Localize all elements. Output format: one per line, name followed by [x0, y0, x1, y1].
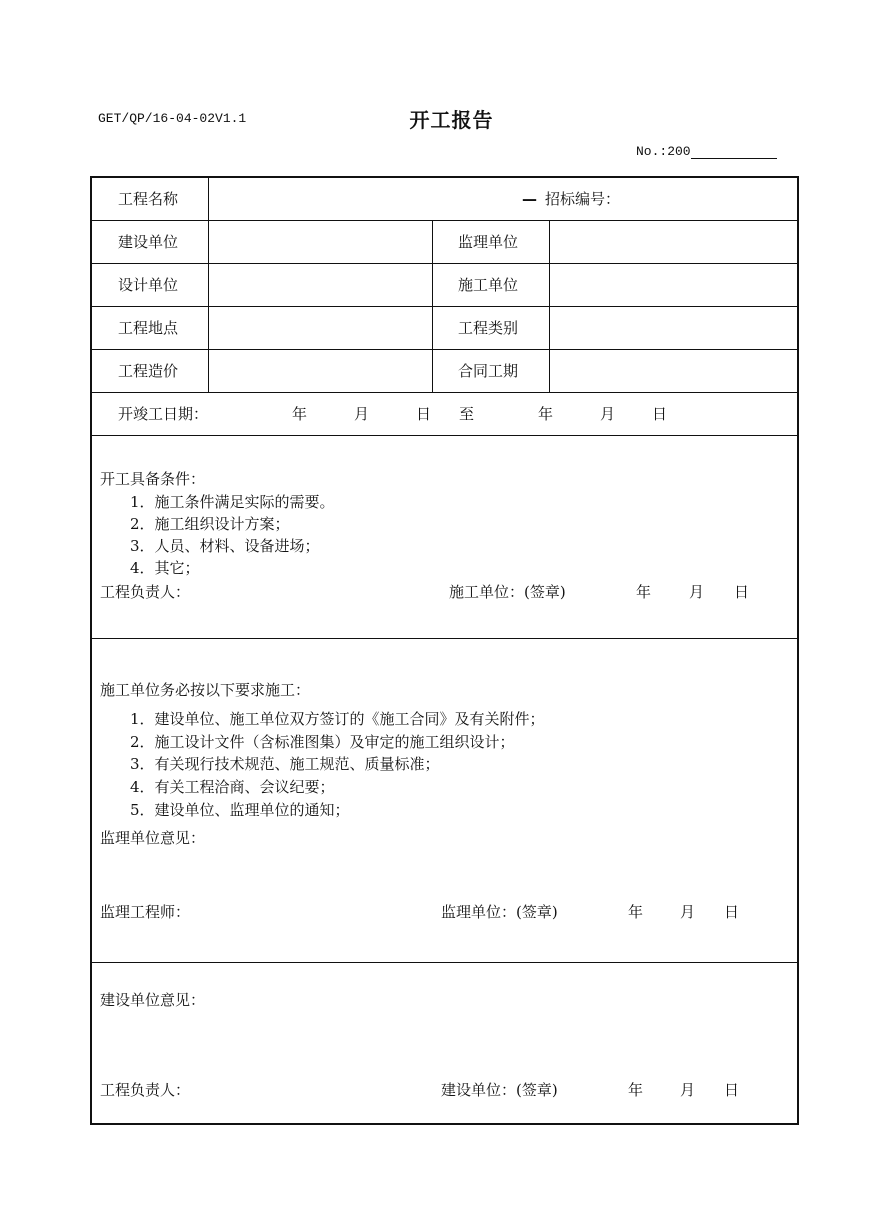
document-number — [636, 144, 777, 159]
document-title: 开工报告 — [409, 108, 494, 132]
conditions-sign-label: 施工单位：(签章) — [449, 583, 566, 601]
requirement-item: 3．有关现行技术规范、施工规范、质量标准； — [130, 755, 440, 773]
row-divider — [92, 263, 797, 264]
row-divider — [92, 306, 797, 307]
supervisor-field[interactable] — [551, 222, 796, 262]
conditions-month-label: 月 — [689, 583, 705, 601]
conditions-year-label: 年 — [636, 583, 652, 601]
end-day-label: 日 — [652, 405, 668, 423]
requirements-heading: 施工单位务必按以下要求施工： — [100, 681, 311, 699]
start-day-label: 日 — [416, 405, 432, 423]
category-field[interactable] — [551, 308, 796, 348]
column-divider — [208, 178, 209, 392]
condition-item: 3．人员、材料、设备进场； — [130, 537, 320, 555]
row-divider — [92, 962, 797, 963]
owner-day-label: 日 — [724, 1081, 740, 1099]
owner-field[interactable] — [210, 222, 430, 262]
column-divider — [549, 220, 550, 392]
designer-field[interactable] — [210, 265, 430, 305]
condition-item: 4．其它； — [130, 559, 200, 577]
cost-field[interactable] — [210, 351, 430, 391]
supervisor-sign-label: 监理单位：(签章) — [441, 903, 558, 921]
supervisor-label: 监理单位 — [458, 233, 519, 251]
document-number-label: No.:200 — [636, 144, 691, 159]
row-divider — [92, 220, 797, 221]
requirement-item: 2．施工设计文件（含标准图集）及审定的施工组织设计； — [130, 733, 515, 751]
supervisor-month-label: 月 — [680, 903, 696, 921]
supervisor-day-label: 日 — [724, 903, 740, 921]
end-month-label: 月 — [600, 405, 616, 423]
project-name-field[interactable] — [210, 179, 430, 219]
row-divider — [92, 435, 797, 436]
dates-label: 开竣工日期： — [118, 405, 209, 423]
owner-opinion-label: 建设单位意见： — [100, 991, 206, 1009]
report-form — [90, 176, 799, 1125]
requirement-item: 4．有关工程洽商、会议纪要； — [130, 778, 335, 796]
end-year-label: 年 — [538, 405, 554, 423]
owner-year-label: 年 — [628, 1081, 644, 1099]
start-year-label: 年 — [292, 405, 308, 423]
dash-mark: — — [522, 190, 537, 208]
location-label: 工程地点 — [118, 319, 179, 337]
row-divider — [92, 349, 797, 350]
document-code: GET/QP/16-04-02V1.1 — [98, 111, 247, 126]
contractor-label: 施工单位 — [458, 276, 519, 294]
category-label: 工程类别 — [458, 319, 519, 337]
contractor-field[interactable] — [551, 265, 796, 305]
owner-responsible-label: 工程负责人： — [100, 1081, 191, 1099]
document-number-blank — [691, 146, 777, 159]
conditions-day-label: 日 — [734, 583, 750, 601]
bid-number-label: 招标编号： — [545, 190, 621, 208]
condition-item: 2．施工组织设计方案； — [130, 515, 290, 533]
supervising-engineer-label: 监理工程师： — [100, 903, 191, 921]
column-divider — [432, 220, 433, 392]
row-divider — [92, 638, 797, 639]
condition-item: 1．施工条件满足实际的需要。 — [130, 493, 335, 511]
designer-label: 设计单位 — [118, 276, 179, 294]
location-field[interactable] — [210, 308, 430, 348]
project-name-label: 工程名称 — [118, 190, 179, 208]
conditions-responsible-label: 工程负责人： — [100, 583, 191, 601]
date-to-label: 至 — [459, 405, 475, 423]
supervisor-year-label: 年 — [628, 903, 644, 921]
requirement-item: 1．建设单位、施工单位双方签订的《施工合同》及有关附件； — [130, 710, 545, 728]
owner-sign-label: 建设单位：(签章) — [441, 1081, 558, 1099]
conditions-heading: 开工具备条件： — [100, 470, 206, 488]
start-month-label: 月 — [354, 405, 370, 423]
owner-label: 建设单位 — [118, 233, 179, 251]
requirement-item: 5．建设单位、监理单位的通知； — [130, 801, 350, 819]
contract-period-label: 合同工期 — [458, 362, 519, 380]
row-divider — [92, 392, 797, 393]
supervisor-opinion-label: 监理单位意见： — [100, 829, 206, 847]
cost-label: 工程造价 — [118, 362, 179, 380]
owner-month-label: 月 — [680, 1081, 696, 1099]
bid-number — [522, 189, 620, 209]
contract-period-field[interactable] — [551, 351, 796, 391]
